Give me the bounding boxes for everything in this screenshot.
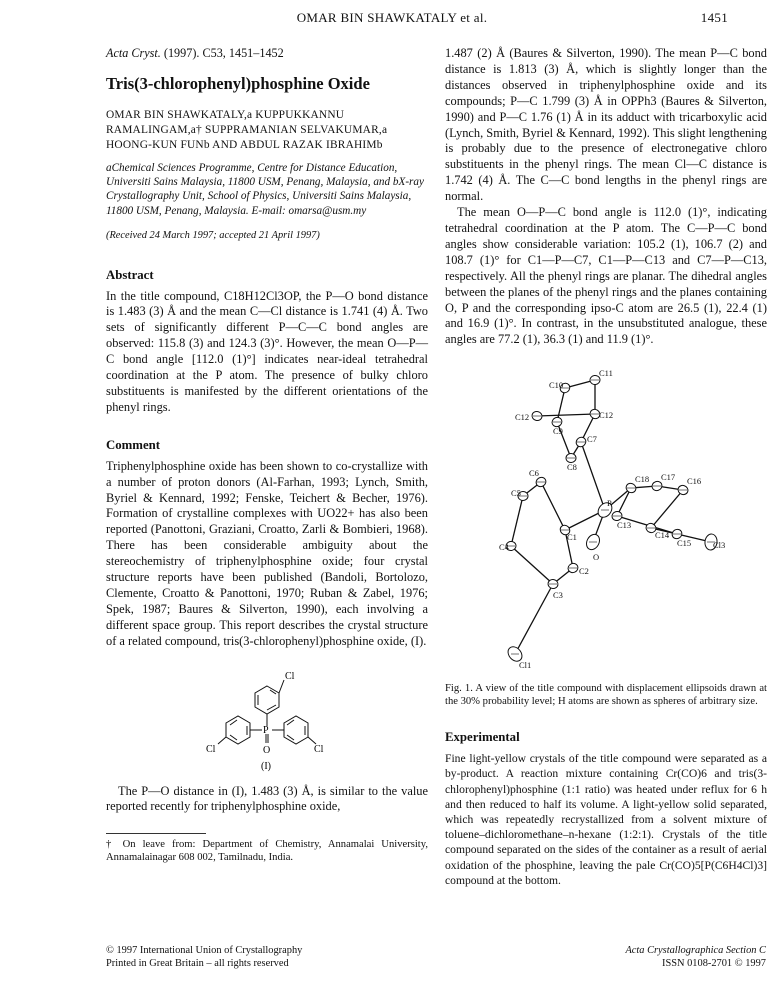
atom-label: C17 [661, 472, 676, 483]
figure-caption: Fig. 1. A view of the title compound with displacement ellipsoids drawn at the 30% probability level; H atoms are shown as spheres of arbitrary size. [445, 683, 767, 708]
atom-label: C12 [599, 410, 614, 421]
footnote: † On leave from: Department of Chemistry, Annamalai University, Annamalainagar 608 002, Tamilnadu, India. [106, 839, 428, 864]
atom-label: C1 [567, 532, 577, 543]
experimental-heading: Experimental [445, 730, 520, 745]
cl-right: Cl [314, 743, 324, 755]
abstract-text: In the title compound, C18H12Cl3OP, the P—O bond distance is 1.483 (3) Å and the mean C—Cl distance is 1.741 (4) Å. Two sets of significantly different P—C—C bond angles are observed: 115.8 (3) and 124.3 (3)°. However, the mean O—P—C bond angle [112.0 (1)°] indicates near-ideal tetrahedral coordination at the P atom. The presence of bulky chloro substituents is manifested by the different orientations of the phenyl rings. [106, 288, 428, 414]
atom-label: C10 [549, 380, 564, 391]
running-head [0, 10, 784, 30]
bond [581, 442, 605, 510]
journal-name: Acta Crystallographica Section C [625, 945, 766, 956]
copyright-line-1: © 1997 International Union of Crystallography [106, 945, 303, 956]
atom-label: C3 [553, 590, 563, 601]
atom-label: C2 [579, 566, 589, 577]
structure-svg [192, 668, 342, 772]
structure-diagram [106, 668, 428, 772]
journal-issn: ISSN 0108-2701 © 1997 [661, 958, 766, 969]
copyright-line-2: Printed in Great Britain – all rights reserved [106, 958, 289, 969]
bond [651, 490, 683, 528]
atom-label: P [607, 498, 612, 509]
affiliation: aChemical Sciences Programme, Centre for Distance Education, Universiti Sains Malaysia, 11800 USM, Penang, Malaysia, and bX-ray Crystallography Unit, School of Physics, Universiti Sains Malaysia, 11800 USM, Penang, Malaysia. E-mail: omarsa@usm.my [106, 161, 424, 217]
ortep-svg [445, 358, 767, 682]
bond [511, 496, 523, 546]
comment-para-1: Triphenylphosphine oxide has been shown to co-crystallize with a number of proton donors (Al-Farhan, 1993; Lynch, Smith, Byriel & Kennard, 1992; Fenske, Teichert & Becher, 1976). Formation of crystalline complexes with UO22+ has also been reported (Panottoni, Graziani, Croatto, Zarli & Bombieri, 1968). There has been considerable ambiguity about the stereochemistry of triphenylphosphine oxide; four crystal structure reports have been published (Bandoli, Bortolozo, Clemente, Croatto & Panottoni, 1970; Ruban & Zabel, 1976; Spek, 1987; Baures & Silverton, 1990), each involving a different space group. This report describes the crystal structure of a related compound, tris(3-chlorophenyl)phosphine oxide, (I). [106, 458, 428, 648]
atom-label: C9 [553, 426, 563, 437]
page-number: 1451 [700, 10, 728, 25]
o-atom: O [263, 744, 271, 756]
author-list: OMAR BIN SHAWKATALY,a KUPPUKKANNU RAMALINGAM,a† SUPPRAMANIAN SELVAKUMAR,a HOONG-KUN FUNb AND ABDUL RAZAK IBRAHIMb [106, 108, 388, 151]
comment-heading: Comment [106, 437, 161, 452]
bond [541, 482, 565, 530]
footnote-rule [106, 833, 206, 834]
atom-label: C7 [587, 434, 597, 445]
received-dates: (Received 24 March 1997; accepted 21 April 1997) [106, 229, 320, 241]
article-title: Tris(3-chlorophenyl)phosphine Oxide [106, 73, 370, 93]
bond [515, 584, 553, 654]
atom-label: C14 [655, 530, 670, 541]
atom-label: Cl1 [519, 660, 532, 671]
comment-para-3: 1.487 (2) Å (Baures & Silverton, 1990). The mean P—C bond distance is 1.813 (3) Å, which is slightly longer than the distances observed in triphenylphosphine oxide and its compounds; P—C 1.799 (3) Å in OPPh3 (Baures & Silverton, 1990) and P—C 1.76 (1) Å in its adduct with tricarboxylic acid (Lynch, Smith, Byriel & Kennard, 1992). This slight lengthening is probably due to the presence of electronegative chloro substituents in the phenyl rings. The mean Cl—C distance is 1.742 (4) Å. The C—C bond lengths in the phenyl rings are normal. [445, 46, 767, 204]
citation-details: (1997). C53, 1451–1452 [163, 46, 284, 60]
left-column [106, 46, 428, 864]
cl-top: Cl [285, 670, 295, 682]
comment-para-2: The P—O distance in (I), 1.483 (3) Å, is similar to the value reported recently for triphenylphosphine oxide, [106, 783, 428, 814]
atom-label: C5 [511, 488, 521, 499]
atom-label: C12 [515, 412, 530, 423]
atom-label: C16 [687, 476, 702, 487]
atom-label: C6 [529, 468, 539, 479]
experimental-text: Fine light-yellow crystals of the title compound were separated as a by-product. A reaction mixture containing Cr(CO)6 and tris(3-chlorophenyl)phosphine (1:1 ratio) was heated under reflux for 6 h and then reduced to half its volume. A light-yellow solid separated, which was repeatedly recrystallized from a solvent mixture of toluene–dichloromethane–n-hexane (1:2:1). Crystals of the title compound separated on the sides of the container as a result of aerial oxidation of the phosphine, leaving the pale Cr(CO)5[P(C6H4Cl)3] compound at the bottom. [445, 752, 767, 887]
bond [511, 546, 553, 584]
cl-left: Cl [206, 743, 216, 755]
atom-label: C4 [499, 542, 509, 553]
atom-label: C15 [677, 538, 692, 549]
p-atom: P [263, 724, 269, 736]
citation [106, 46, 428, 62]
ortep-figure [445, 358, 767, 682]
journal-footer [590, 944, 766, 970]
atom-label: C8 [567, 462, 577, 473]
copyright-block [106, 944, 302, 970]
atom-label: C18 [635, 474, 650, 485]
atom-label: C13 [617, 520, 632, 531]
atom-label: O [593, 552, 600, 563]
citation-journal: Acta Cryst. [106, 46, 161, 60]
right-column [445, 46, 767, 888]
atom-label: C11 [599, 368, 613, 379]
abstract-heading: Abstract [106, 267, 154, 282]
comment-para-4: The mean O—P—C bond angle is 112.0 (1)°, indicating tetrahedral coordination at the P atom. The C—P—C bond angles show considerable variation: 105.2 (1), 106.7 (2) and 108.7 (1)° for C1—P—C7, C1—P—C13 and C7—P—C13, respectively. All the phenyl rings are planar. The dihedral angles between the planes of the phenyl rings and the planes containing O, P and the corresponding ipso-C atom are 26.5 (1), 22.4 (1) and 16.9 (1)°. In contrast, in the unsubstituted analogue, these angles are 77.2 (1), 36.3 (1) and 11.9 (1)°. [445, 205, 767, 347]
running-author: OMAR BIN SHAWKATALY et al. [296, 10, 488, 25]
left-ring [226, 716, 250, 744]
right-ring [284, 716, 308, 744]
compound-label: (I) [261, 760, 271, 772]
bond [537, 414, 595, 416]
atom-label: Cl3 [713, 540, 726, 551]
